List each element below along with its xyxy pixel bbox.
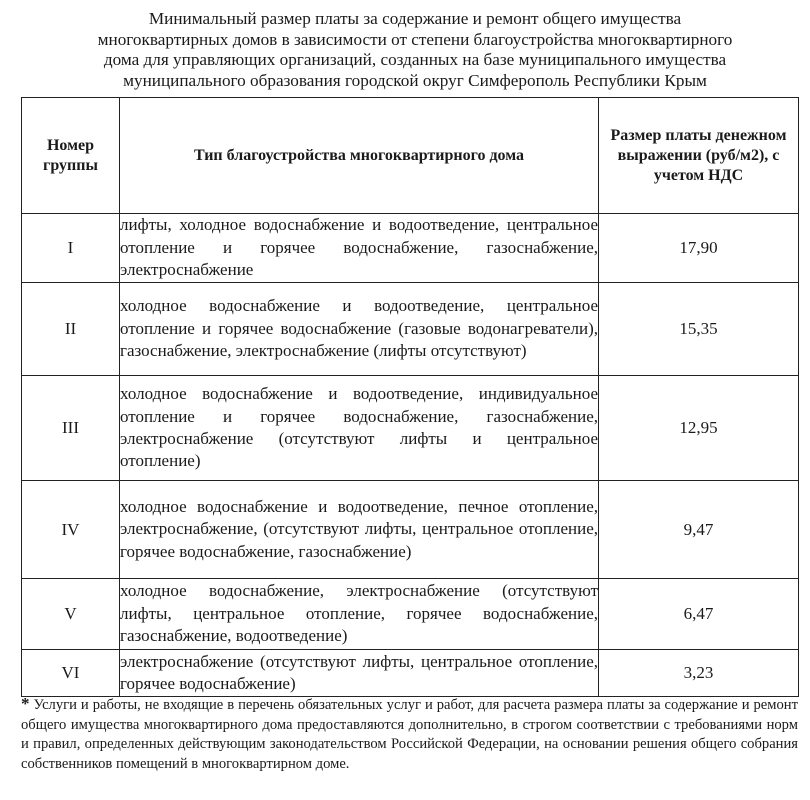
group-number-cell: IV — [22, 481, 120, 579]
rates-table — [21, 97, 799, 697]
group-number-cell: I — [22, 214, 120, 283]
footnote-text: Услуги и работы, не входящие в перечень обязательных услуг и работ, для расчета размера платы за содержание и ремонт общего имущества многоквартирного дома предоставляются дополнительно, в строгом соответствии с требованиями норм и правил, определенных действующим законодательством Российской Федерации, на основании решения общего собрания собственников помещений в многоквартирном доме. — [21, 697, 798, 772]
fee-rate-cell: 12,95 — [599, 376, 799, 481]
fee-rate-cell: 9,47 — [599, 481, 799, 579]
fee-rate-cell: 6,47 — [599, 579, 799, 650]
title-line: дома для управляющих организаций, созданных на базе муниципального имущества — [103, 50, 727, 69]
table-row — [22, 481, 799, 579]
header-improvement-type: Тип благоустройства многоквартирного дома — [120, 98, 599, 214]
footnote-marker: * — [21, 694, 30, 713]
title-line: многоквартирных домов в зависимости от степени благоустройства многоквартирного — [97, 29, 733, 49]
fee-rate-cell: 3,23 — [599, 650, 799, 697]
group-number-cell: II — [22, 283, 120, 376]
group-number-cell: III — [22, 376, 120, 481]
title-line: Минимальный размер платы за содержание и ремонт общего имущества — [148, 9, 682, 28]
table-header-row — [22, 98, 799, 214]
table-row — [22, 214, 799, 283]
improvement-description-cell: холодное водоснабжение и водоотведение, печное отопление, электроснабжение, (отсутствуют лифты, центральное отопление, горячее водоснабжение, газоснабжение) — [120, 481, 599, 579]
table-row — [22, 579, 799, 650]
table-row — [22, 650, 799, 697]
header-group-number: Номер группы — [22, 98, 120, 214]
group-number-cell: V — [22, 579, 120, 650]
fee-rate-cell: 15,35 — [599, 283, 799, 376]
document-title — [40, 9, 790, 91]
title-line: муниципального образования городской округ Симферополь Республики Крым — [123, 70, 707, 90]
improvement-description-cell: холодное водоснабжение и водоотведение, индивидуальное отопление и горячее водоснабжение, газоснабжение, электроснабжение (отсутствуют лифты и центральное отопление) — [120, 376, 599, 481]
improvement-description-cell: лифты, холодное водоснабжение и водоотведение, центральное отопление и горячее водоснабжение, газоснабжение, электроснабжение — [120, 214, 599, 283]
improvement-description-cell: электроснабжение (отсутствуют лифты, центральное отопление, горячее водоснабжение) — [120, 650, 599, 697]
header-fee-rate: Размер платы денежном выражении (руб/м2), с учетом НДС — [599, 98, 799, 214]
fee-rate-cell: 17,90 — [599, 214, 799, 283]
table-row — [22, 283, 799, 376]
group-number-cell: VI — [22, 650, 120, 697]
table-row — [22, 376, 799, 481]
footnote — [21, 694, 798, 774]
improvement-description-cell: холодное водоснабжение, электроснабжение (отсутствуют лифты, центральное отопление, горячее водоснабжение, газоснабжение, водоотведение) — [120, 579, 599, 650]
improvement-description-cell: холодное водоснабжение и водоотведение, центральное отопление и горячее водоснабжение (газовые водонагреватели), газоснабжение, электроснабжение (лифты отсутствуют) — [120, 283, 599, 376]
